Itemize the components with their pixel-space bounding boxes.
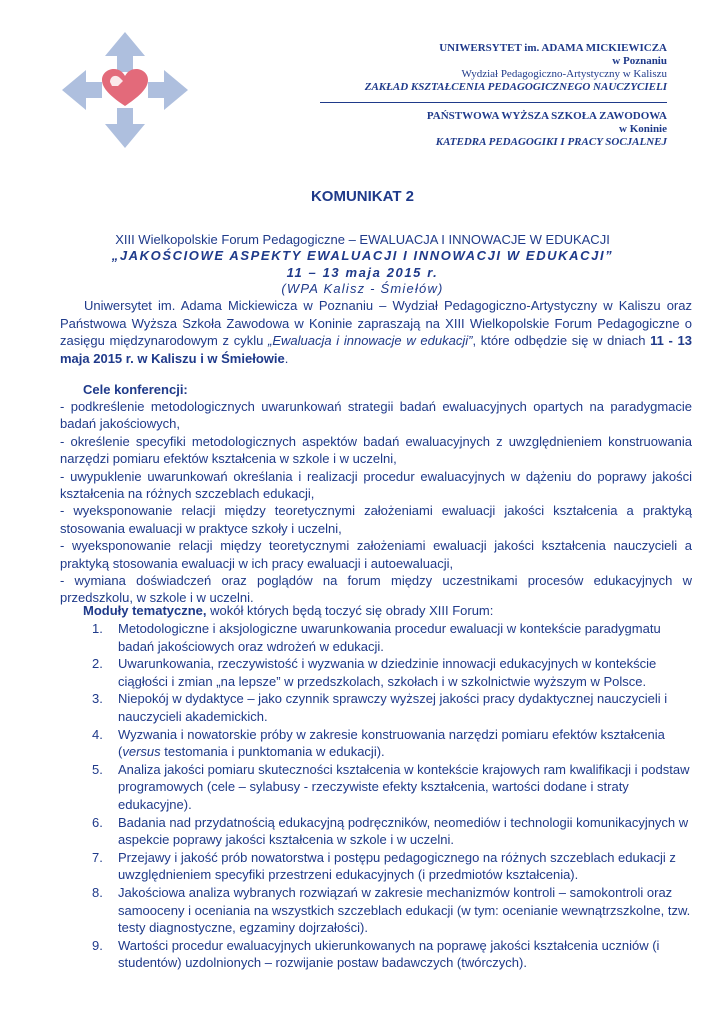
module-text-b: testomania i punktomania w edukacji).	[160, 744, 385, 760]
modules-heading-rest: wokół których będą toczyć się obrady XIII Forum:	[206, 603, 494, 618]
pwsz-name: PAŃSTWOWA WYŻSZA SZKOŁA ZAWODOWA	[426, 110, 667, 122]
intro-text-3: .	[284, 350, 289, 366]
intro-dates-place: 11 - 13 maja 2015 r. w Kaliszu i w Śmiełowie	[60, 333, 692, 366]
module-item	[92, 884, 692, 937]
module-text: Wartości procedur ewaluacyjnych ukierunkowanych na poprawę jakości kształcenia uczniów (i studentów) uzdolnionych – rozwijanie postaw badawczych (twórczych).	[118, 937, 660, 971]
modules-heading	[83, 603, 493, 618]
modules-heading-bold: Moduły tematyczne,	[83, 603, 207, 618]
pwsz-department: KATEDRA PEDAGOGIKI I PRACY SOCJALNEJ	[435, 136, 667, 148]
module-number: 9.	[92, 937, 103, 953]
goal-item: - określenie specyfiki metodologicznych aspektów badań ewaluacyjnych z uwzględnieniem konstruowania narzędzi pomiaru efektów kształcenia w szkole i w uczelni,	[60, 433, 692, 467]
module-item	[92, 690, 692, 725]
forum-subtitle: „JAKOŚCIOWE ASPEKTY EWALUACJI I INNOWACJI W EDUKACJI”	[111, 248, 614, 263]
pwsz-city: w Koninie	[619, 123, 667, 135]
module-item	[92, 761, 692, 814]
goals-list	[60, 398, 692, 607]
header-pwsz	[427, 110, 667, 149]
module-text: Uwarunkowania, rzeczywistość i wyzwania w dziedzinie innowacji edukacyjnych w kontekście ciągłości i zmian „na lepsze” w przedszkolach, szkołach i w szkolnictwie wyższym w Polsce.	[118, 656, 657, 689]
module-number: 8.	[92, 884, 103, 900]
module-text: Niepokój w dydaktyce – jako czynnik sprawczy wyższej jakości pracy dydaktycznej nauczycieli i nauczycieli akademickich.	[118, 691, 668, 724]
goal-item: - wyeksponowanie relacji między teoretycznymi założeniami ewaluacji jakości kształcenia nauczycieli a praktyką stosowania ewaluacji w ich pracy ewaluacji i autoewaluacji,	[60, 538, 692, 571]
intro-cycle: „Ewaluacja i innowacje w edukacji”	[268, 333, 473, 348]
intro-text-2: , które odbędzie się w dniach	[472, 333, 651, 348]
module-number: 5.	[92, 761, 103, 777]
module-item	[92, 849, 692, 884]
module-text: Metodologiczne i aksjologiczne uwarunkowania procedur ewaluacji w kontekście paradygmatu badań jakościowych oraz wdrożeń w edukacji.	[118, 621, 661, 654]
module-item	[92, 655, 692, 690]
module-number: 6.	[92, 814, 103, 830]
conference-logo	[60, 30, 190, 150]
forum-name: XIII Wielkopolskie Forum Pedagogiczne – EWALUACJA I INNOWACJE W EDUKACJI	[115, 232, 610, 247]
header-divider	[320, 102, 667, 103]
header-uam	[365, 42, 667, 94]
module-number: 4.	[92, 726, 103, 742]
uam-faculty: Wydział Pedagogiczno-Artystyczny w Kaliszu	[461, 68, 667, 80]
heart-with-arrows-icon	[60, 30, 190, 150]
module-number: 2.	[92, 656, 103, 672]
goal-item: - uwypuklenie uwarunkowań określania i realizacji procedur ewaluacyjnych w dążeniu do poprawy jakości kształcenia na różnych szczeblach edukacji,	[60, 468, 692, 502]
goals-heading: Cele konferencji:	[83, 382, 188, 397]
goal-item: - wymiana doświadczeń oraz poglądów na forum między uczestnikami procesów edukacyjnych w przedszkolu, w szkole i w uczelni.	[60, 573, 692, 606]
module-text	[118, 726, 692, 761]
module-number: 7.	[92, 849, 103, 865]
module-number: 1.	[92, 621, 103, 636]
module-text: Przejawy i jakość prób nowatorstwa i postępu pedagogicznego na różnych szczeblach edukacji z uwzględnieniem specyfiki przestrzeni edukacyjnych (i przedmiotów kształcenia).	[118, 849, 676, 883]
module-item	[92, 937, 692, 972]
module-text: Analiza jakości pomiaru skuteczności kształcenia w kontekście krajowych ram kwalifikacji i podstaw programowych (cele – sylabusy - rzeczywiste efekty kształcenia, wartości dodane i straty edukacyjne).	[118, 761, 690, 812]
uam-department: ZAKŁAD KSZTAŁCENIA PEDAGOGICZNEGO NAUCZYCIELI	[364, 81, 667, 93]
module-text: Badania nad przydatnością edukacyjną podręczników, neomediów i technologii komunikacyjnych w aspekcie poprawy jakości kształcenia w szkole i w uczelni.	[118, 814, 689, 848]
uam-name: UNIWERSYTET im. ADAMA MICKIEWICZA	[439, 42, 667, 54]
uam-city: w Poznaniu	[612, 55, 667, 67]
intro-text-1: Uniwersytet im. Adama Mickiewicza w Poznaniu – Wydział Pedagogiczno-Artystyczny w Kaliszu oraz Państwowa Wyższa Szkoła Zawodowa w Koninie zapraszają na XIII Wielkopolskie Forum Pedagogiczne o zasięgu międzynarodowym z cyklu	[60, 298, 692, 348]
module-text: Jakościowa analiza wybranych rozwiązań w zakresie mechanizmów kontroli – samokontroli oraz samooceny i oceniania na wszystkich szczeblach edukacji (w tym: ocenianie wewnątrzszkolne, tzw. testy diagnostyczne, egzaminy dojrzałości).	[118, 884, 691, 936]
forum-dates: 11 – 13 maja 2015 r.	[286, 265, 439, 280]
page-title: KOMUNIKAT 2	[310, 188, 415, 205]
module-text-a: Wyzwania i nowatorskie próby w zakresie konstruowania narzędzi pomiaru efektów kształcenia (	[118, 726, 665, 760]
modules-list	[92, 620, 692, 972]
forum-place: (WPA Kalisz - Śmiełów)	[281, 281, 444, 296]
module-text-italic: versus	[122, 744, 161, 760]
module-item	[92, 726, 692, 761]
module-item	[92, 620, 692, 655]
module-number: 3.	[92, 691, 103, 707]
goal-item: - wyeksponowanie relacji między teoretycznymi założeniami ewaluacji jakości kształcenia a praktyką stosowania ewaluacji w praktyce szkoły i uczelni,	[60, 503, 692, 536]
intro-paragraph	[60, 297, 692, 367]
module-item	[92, 814, 692, 849]
goal-item: - podkreślenie metodologicznych uwarunkowań strategii badań ewaluacyjnych opartych na paradygmacie badań jakościowych,	[60, 399, 692, 432]
